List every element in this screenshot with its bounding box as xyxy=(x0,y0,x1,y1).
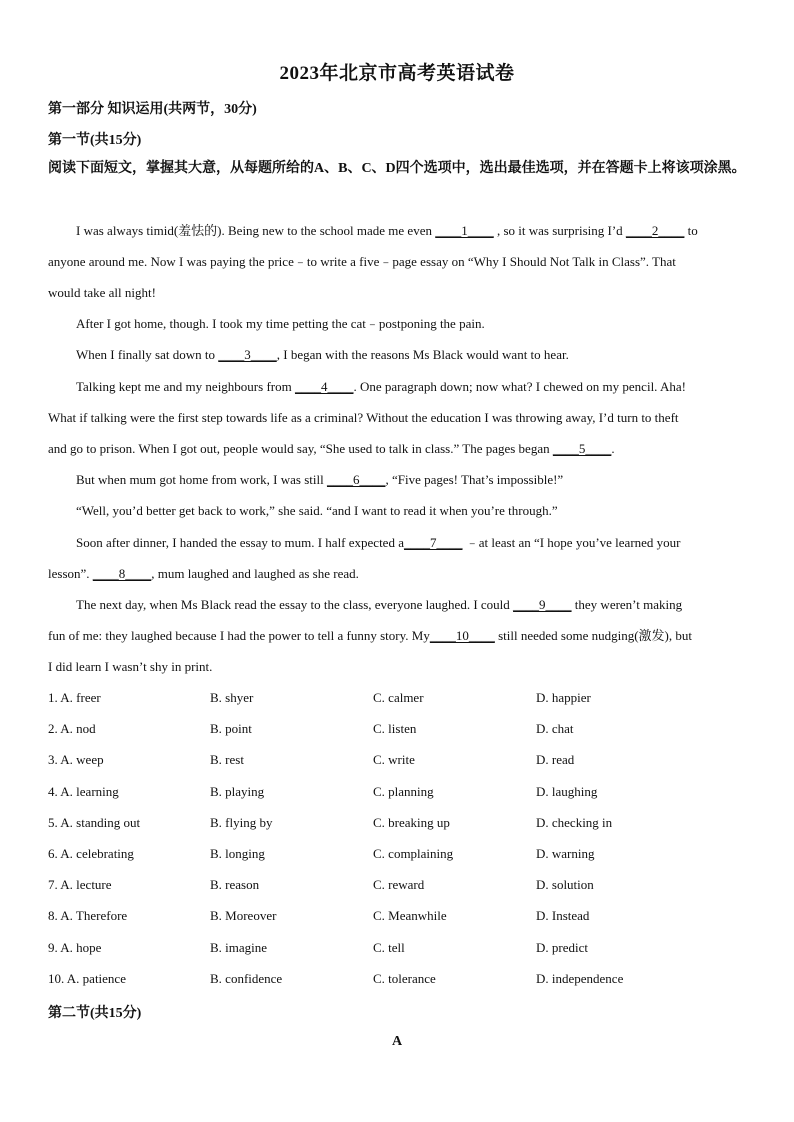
option-a: 8. A. Therefore xyxy=(48,908,128,923)
passage-text: The next day, when Ms Black read the essay to the class, everyone laughed. I could xyxy=(76,597,514,612)
option-b: B. reason xyxy=(210,877,260,892)
blank-9: ____9____ xyxy=(513,597,572,612)
section-heading-1: 第一节(共15分) xyxy=(48,133,142,148)
passage-text: I was always timid(羞怯的). Being new to the school made me even xyxy=(76,223,436,238)
passage-line xyxy=(76,471,563,489)
option-c: C. listen xyxy=(373,721,417,736)
passage-text: they weren’t making xyxy=(571,597,683,612)
passage-line xyxy=(76,534,681,552)
passage-text: , “Five pages! That’s impossible!” xyxy=(385,472,564,487)
passage-text: , I began with the reasons Ms Black would want to hear. xyxy=(276,347,569,362)
option-c: C. Meanwhile xyxy=(373,908,447,923)
passage-line xyxy=(48,627,692,645)
option-c: C. write xyxy=(373,752,415,767)
page-title: 2023年北京市高考英语试卷 xyxy=(279,63,515,84)
passage-text: , mum laughed and laughed as she read. xyxy=(151,566,359,581)
option-d: D. laughing xyxy=(536,784,598,799)
passage-line: I did learn I wasn’t shy in print. xyxy=(48,659,213,674)
passage-text: lesson”. xyxy=(48,566,93,581)
option-b: B. longing xyxy=(210,846,265,861)
option-d: D. read xyxy=(536,752,575,767)
option-a: 2. A. nod xyxy=(48,721,96,736)
blank-5: ____5____ xyxy=(552,441,612,456)
option-c: C. tell xyxy=(373,940,405,955)
option-c: C. tolerance xyxy=(373,971,436,986)
passage-line xyxy=(48,440,615,458)
passage-line xyxy=(76,596,682,614)
part-heading: 第一部分 知识运用(共两节，30分) xyxy=(48,102,257,117)
blank-7: ____7____ xyxy=(403,535,463,550)
option-a: 10. A. patience xyxy=(48,971,126,986)
passage-text: But when mum got home from work, I was still xyxy=(76,472,327,487)
passage-line xyxy=(76,378,686,396)
option-d: D. Instead xyxy=(536,908,590,923)
option-b: B. point xyxy=(210,721,252,736)
option-d: D. independence xyxy=(536,971,624,986)
blank-8: ____8____ xyxy=(92,566,152,581)
blank-1: ____1____ xyxy=(435,223,494,238)
option-b: B. shyer xyxy=(210,690,254,705)
option-b: B. rest xyxy=(210,752,244,767)
option-d: D. checking in xyxy=(536,815,613,830)
blank-6: ____6____ xyxy=(326,472,386,487)
passage-line xyxy=(76,222,698,240)
passage-text: fun of me: they laughed because I had the power to tell a funny story. My xyxy=(48,628,430,643)
passage-line: anyone around me. Now I was paying the price﹣to write a five﹣page essay on “Why I Should Not Talk in Class”. That xyxy=(48,254,676,269)
option-a: 4. A. learning xyxy=(48,784,119,799)
option-a: 9. A. hope xyxy=(48,940,102,955)
option-b: B. flying by xyxy=(210,815,273,830)
blank-2: ____2____ xyxy=(625,223,685,238)
blank-4: ____4____ xyxy=(294,379,354,394)
option-a: 3. A. weep xyxy=(48,752,104,767)
option-a: 6. A. celebrating xyxy=(48,846,134,861)
passage-text: and go to prison. When I got out, people would say, “She used to talk in class.” The pages began xyxy=(48,441,553,456)
passage-text: . xyxy=(611,441,615,456)
option-b: B. confidence xyxy=(210,971,283,986)
option-d: D. predict xyxy=(536,940,588,955)
option-c: C. calmer xyxy=(373,690,424,705)
passage-text: to xyxy=(684,223,698,238)
option-c: C. reward xyxy=(373,877,425,892)
option-b: B. imagine xyxy=(210,940,268,955)
option-a: 7. A. lecture xyxy=(48,877,112,892)
option-d: D. solution xyxy=(536,877,594,892)
option-b: B. playing xyxy=(210,784,265,799)
option-c: C. complaining xyxy=(373,846,454,861)
passage-text: ﹣at least an “I hope you’ve learned your xyxy=(462,535,681,550)
option-c: C. planning xyxy=(373,784,434,799)
option-d: D. warning xyxy=(536,846,595,861)
passage-text: When I finally sat down to xyxy=(76,347,219,362)
option-a: 1. A. freer xyxy=(48,690,101,705)
option-b: B. Moreover xyxy=(210,908,277,923)
blank-3: ____3____ xyxy=(218,347,277,362)
passage-line: would take all night! xyxy=(48,285,156,300)
option-d: D. chat xyxy=(536,721,574,736)
passage-text: . One paragraph down; now what? I chewed on my pencil. Aha! xyxy=(353,379,686,394)
passage-text: Talking kept me and my neighbours from xyxy=(76,379,295,394)
passage-line xyxy=(48,565,359,583)
option-a: 5. A. standing out xyxy=(48,815,141,830)
passage-line xyxy=(76,346,569,364)
blank-10: ____10____ xyxy=(429,628,495,643)
option-c: C. breaking up xyxy=(373,815,450,830)
passage-text: , so it was surprising I’d xyxy=(493,223,626,238)
option-d: D. happier xyxy=(536,690,591,705)
passage-line: “Well, you’d better get back to work,” she said. “and I want to read it when you’re through.” xyxy=(76,503,558,518)
passage-text: Soon after dinner, I handed the essay to mum. I half expected a xyxy=(76,535,404,550)
subsection-label: A xyxy=(391,1034,403,1049)
passage-text: still needed some nudging(激发), but xyxy=(494,628,692,643)
passage-line: What if talking were the first step towards life as a criminal? Without the education I was throwing away, I’d turn to theft xyxy=(48,410,679,425)
instructions: 阅读下面短文，掌握其大意，从每题所给的A、B、C、D四个选项中，选出最佳选项，并在答题卡上将该项涂黑。 xyxy=(48,161,746,176)
section-heading-2: 第二节(共15分) xyxy=(48,1006,142,1021)
passage-line: After I got home, though. I took my time petting the cat﹣postponing the pain. xyxy=(76,316,485,331)
